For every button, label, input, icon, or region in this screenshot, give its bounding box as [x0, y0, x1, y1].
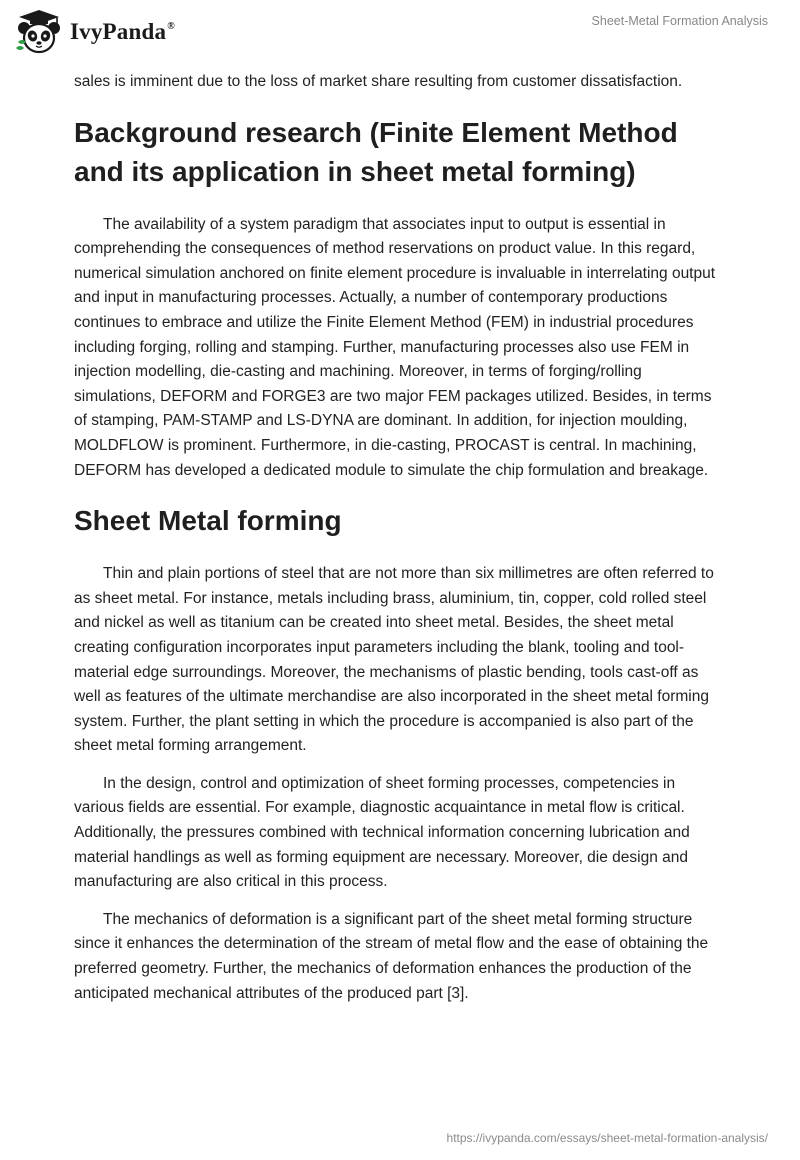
page-header	[0, 0, 800, 64]
document-title: Sheet-Metal Formation Analysis	[591, 14, 768, 28]
paragraph-mechanics-deformation: The mechanics of deformation is a significant part of the sheet metal forming structure since it enhances the determination of the stream of metal flow and the ease of obtaining the preferred geometry. Further, the mechanics of deformation enhances the production of the anticipated mechanical attributes of the produced part [3].	[74, 910, 709, 1002]
paragraph-sheet-metal-definition: Thin and plain portions of steel that are not more than six millimetres are often referred to as sheet metal. For instance, metals including brass, aluminium, tin, copper, cold rolled steel and nickel as well as titanium can be created into sheet metal. Besides, the sheet metal creating configuration incorporates input parameters including the blank, tooling and tool-material edge surroundings. Moreover, the mechanisms of plastic bending, tools cast-off as well as features of the ultimate merchandise are also incorporated in the sheet metal forming system. Further, the plant setting in which the procedure is accompanied is also part of the sheet metal forming arrangement.	[74, 565, 714, 755]
source-url[interactable]: https://ivypanda.com/essays/sheet-metal-formation-analysis/	[446, 1131, 768, 1145]
brand-name: IvyPanda®	[70, 19, 175, 44]
ivypanda-logo[interactable]	[14, 8, 175, 56]
panda-logo-icon	[14, 8, 64, 56]
paragraph-fem: The availability of a system paradigm that associates input to output is essential in comprehending the consequences of method reservations on product value. In this regard, numerical simulation anchored on finite element procedure is invaluable in interrelating output and input in manufacturing processes. Actually, a number of contemporary productions continues to embrace and utilize the Finite Element Method (FEM) in industrial procedures including forging, rolling and stamping. Further, manufacturing processes also use FEM in injection modelling, die-casting and machining. Moreover, in terms of forging/rolling simulations, DEFORM and FORGE3 are two major FEM packages utilized. Besides, in terms of stamping, PAM-STAMP and LS-DYNA are dominant. In addition, for injection moulding, MOLDFLOW is prominent. Furthermore, in die-casting, PROCAST is central. In machining, DEFORM has developed a dedicated module to simulate the chip formulation and breakage.	[74, 215, 716, 479]
section-heading-background-research: Background research (Finite Element Method and its application in sheet metal forming)	[74, 116, 678, 187]
registered-mark: ®	[167, 21, 175, 32]
paragraph-design-control: In the design, control and optimization of sheet forming processes, competencies in various fields are essential. For example, diagnostic acquaintance in metal flow is critical. Additionally, the pressures combined with technical information concerning lubrication and material handlings as well as forming equipment are necessary. Moreover, die design and manufacturing are also critical in this process.	[74, 774, 690, 891]
section-heading-sheet-metal-forming: Sheet Metal forming	[74, 505, 342, 537]
article-body	[74, 70, 724, 1019]
intro-paragraph-fragment: sales is imminent due to the loss of market share resulting from customer dissatisfaction.	[74, 73, 683, 90]
